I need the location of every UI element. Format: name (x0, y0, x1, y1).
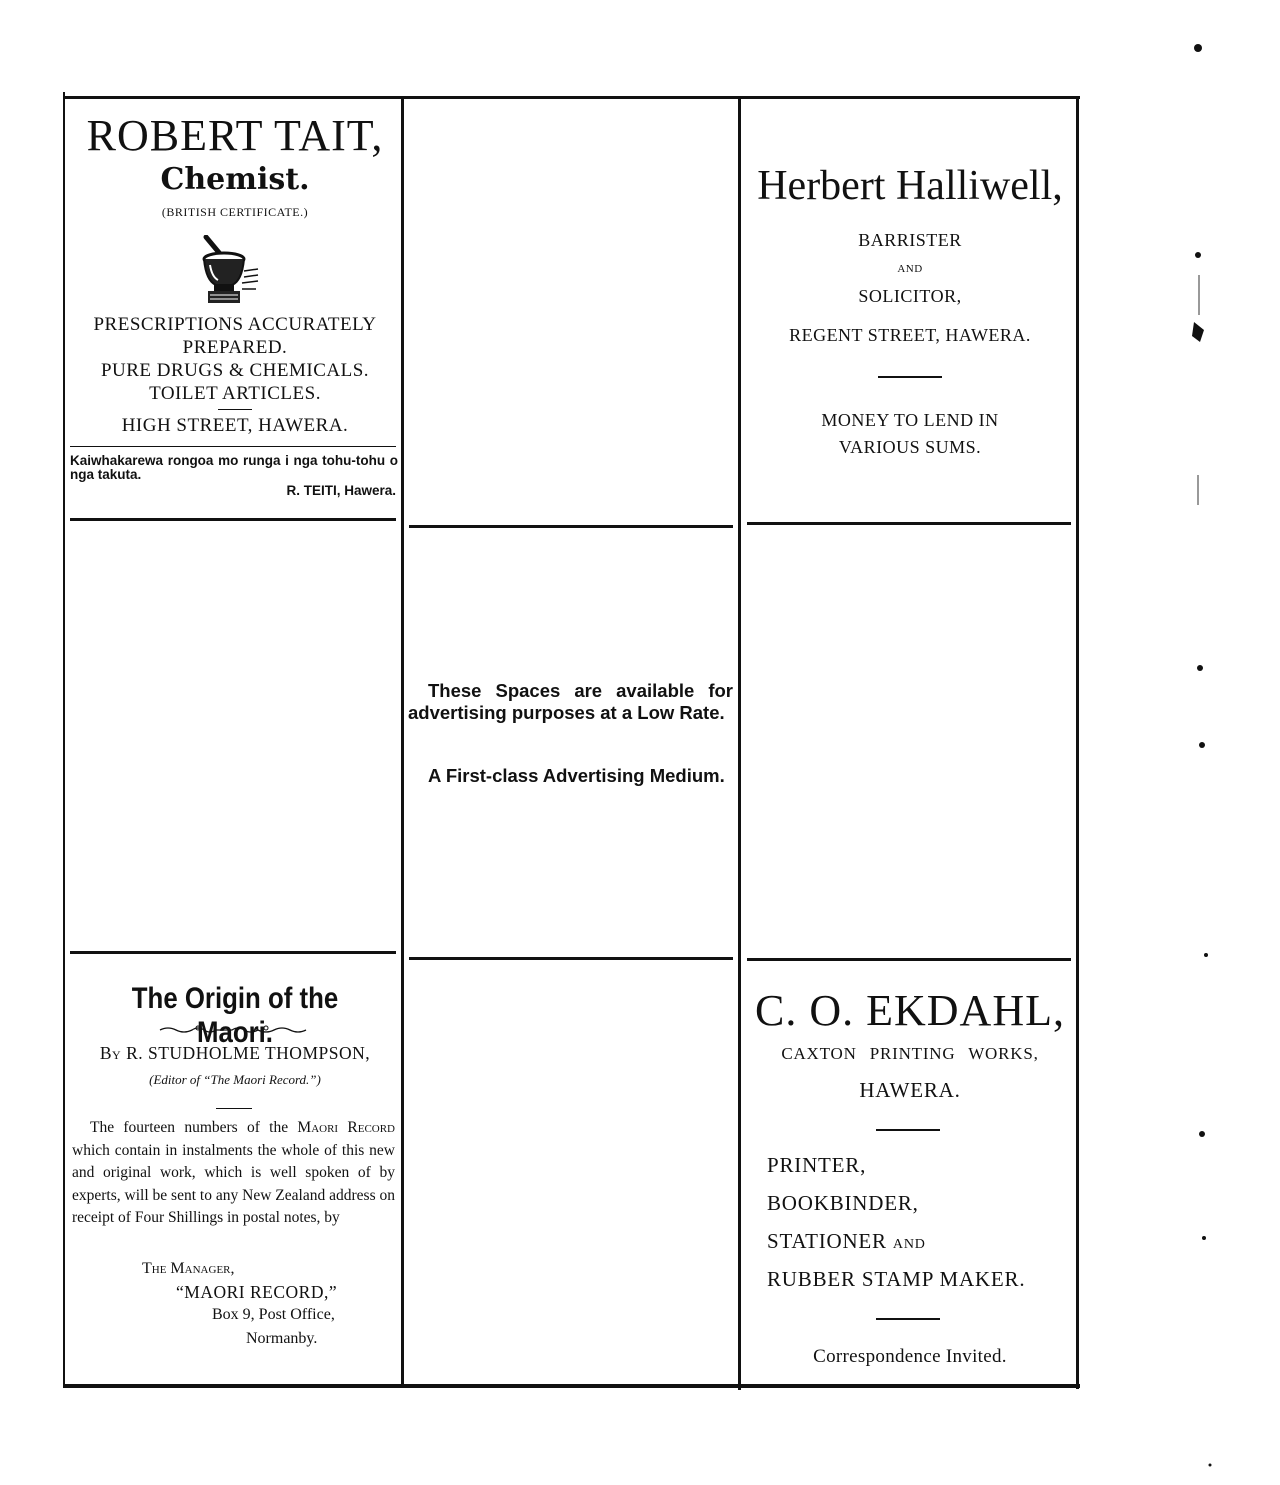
ekdahl-service-printer: PRINTER, (767, 1153, 867, 1177)
mortar-and-pestle-icon (198, 235, 262, 309)
origin-box: Box 9, Post Office, (212, 1306, 335, 1323)
origin-author: R. STUDHOLME THOMPSON, (126, 1043, 371, 1063)
ekdahl-short-rule-1 (876, 1129, 940, 1131)
tait-maori-text: Kaiwhakarewa rongoa mo runga i nga tohu-tohu o nga takuta. (70, 453, 398, 482)
halliwell-name: Herbert Halliwell, (757, 163, 1063, 209)
halliwell-and: AND (897, 263, 923, 275)
available-notice-2: A First-class Advertising Medium. (428, 765, 725, 786)
halliwell-barrister: BARRISTER (858, 230, 962, 250)
grid-top-rule (63, 96, 1080, 99)
grid-left-rule (63, 92, 65, 1388)
tait-divider (70, 446, 396, 447)
halliwell-money-2: VARIOUS SUMS. (838, 437, 982, 457)
ekdahl-name: C. O. EKDAHL, (755, 986, 1065, 1035)
origin-short-rule (216, 1108, 252, 1109)
tait-signature: R. TEITI, Hawera. (286, 483, 396, 498)
origin-by-prefix: By (99, 1043, 122, 1063)
margin-speckles (1180, 0, 1230, 1485)
row-rule-left-2 (70, 951, 396, 954)
ekdahl-town: HAWERA. (859, 1078, 961, 1102)
ekdahl-service-stationer (767, 1229, 926, 1254)
available-notice-1: These Spaces are available for advertising purposes at a Low Rate. (408, 680, 733, 723)
row-rule-mid-2 (409, 957, 733, 960)
origin-body (72, 1117, 395, 1230)
origin-normanby: Normanby. (246, 1330, 318, 1347)
ekdahl-stationer-label: STATIONER (767, 1229, 887, 1253)
row-rule-right-2 (747, 958, 1071, 961)
grid-col-divider-2 (738, 98, 741, 1390)
origin-body-1: The fourteen numbers of the (90, 1119, 289, 1136)
tait-line-1: PRESCRIPTIONS ACCURATELY (93, 314, 377, 335)
origin-body-maori-record: Maori Record (297, 1119, 395, 1136)
origin-editor: (Editor of “The Maori Record.”) (149, 1072, 321, 1087)
origin-byline (70, 1043, 400, 1064)
ornament-icon (158, 1024, 308, 1036)
tait-address: HIGH STREET, HAWERA. (121, 415, 349, 436)
origin-maori-record: “MAORI RECORD,” (176, 1282, 338, 1302)
grid-right-rule (1076, 96, 1079, 1389)
origin-body-2: which contain in instalments the whole of this new and original work, which is well spoken of by experts, will be sent to any New Zealand address on receipt of Four Shillings in postal notes, by (72, 1141, 395, 1226)
ekdahl-correspondence: Correspondence Invited. (813, 1346, 1007, 1367)
row-rule-left-1 (70, 518, 396, 521)
ekdahl-service-bookbinder: BOOKBINDER, (767, 1191, 919, 1215)
tait-short-rule (218, 409, 252, 410)
grid-col-divider-1 (401, 98, 404, 1386)
ekdahl-service-rubber-stamp: RUBBER STAMP MAKER. (767, 1267, 1026, 1291)
tait-service-lines (70, 313, 400, 405)
row-rule-mid-1 (409, 525, 733, 528)
halliwell-solicitor: SOLICITOR, (858, 286, 962, 306)
tait-certificate: (BRITISH CERTIFICATE.) (161, 205, 309, 219)
ekdahl-short-rule-2 (876, 1318, 940, 1320)
tait-title: Chemist. (160, 162, 310, 197)
tait-line-4: TOILET ARTICLES. (149, 383, 321, 404)
grid-bottom-rule (63, 1384, 1080, 1388)
row-rule-right-1 (747, 522, 1071, 525)
halliwell-money-1: MONEY TO LEND IN (821, 410, 999, 430)
tait-line-2: PREPARED. (182, 337, 288, 358)
halliwell-address: REGENT STREET, HAWERA. (789, 325, 1031, 345)
tait-name: ROBERT TAIT, (86, 111, 384, 160)
origin-manager: The Manager, (142, 1260, 235, 1277)
halliwell-short-rule (878, 376, 942, 378)
ekdahl-works: CAXTON PRINTING WORKS, (781, 1044, 1039, 1063)
tait-line-3: PURE DRUGS & CHEMICALS. (100, 360, 370, 381)
origin-title: The Origin of the Maori. (131, 982, 339, 1049)
ekdahl-and: AND (892, 1237, 926, 1252)
